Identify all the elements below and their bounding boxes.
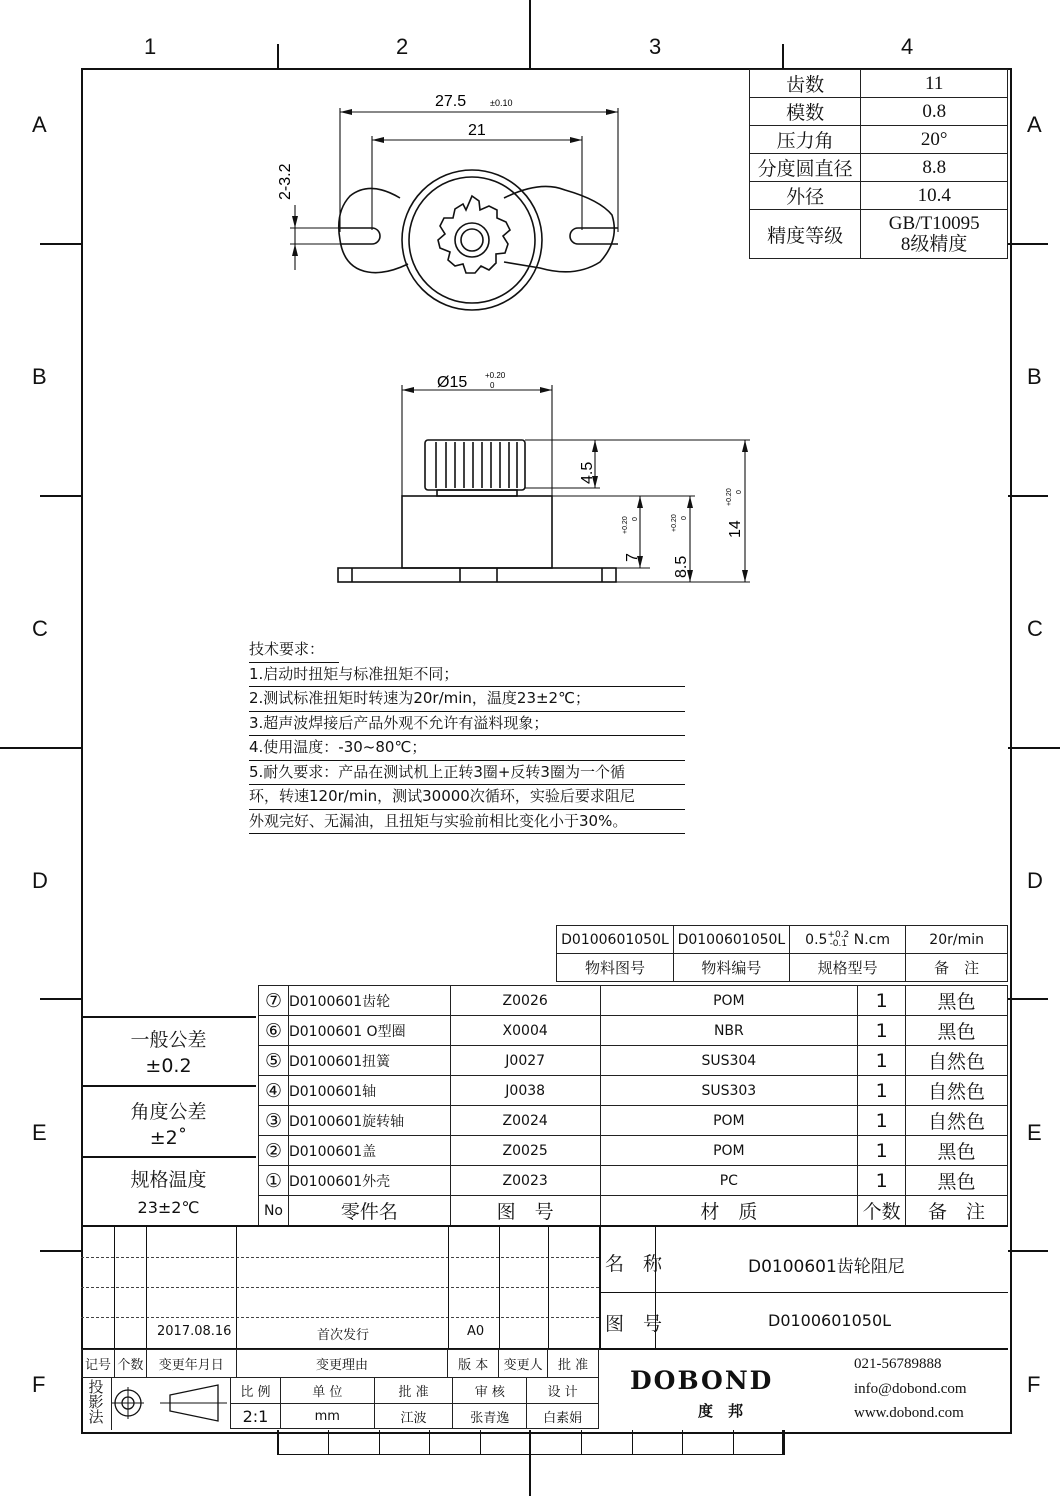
dim-mid-height: 8.5	[673, 555, 690, 578]
angle-tolerance-box: 角度公差 ±2˚	[81, 1085, 256, 1157]
dim-diameter-tol-low: 0	[490, 381, 495, 390]
drawing-number: D0100601050L	[768, 1311, 892, 1330]
zone-row-E-right: E	[1027, 1120, 1042, 1145]
bom-row: ⑤ D0100601扭簧 J0027 SUS304 1 自然色	[259, 1046, 1008, 1076]
bom-row: ④ D0100601轴 J0038 SUS303 1 自然色	[259, 1076, 1008, 1106]
zone-row-C-right: C	[1027, 616, 1043, 641]
tech-line: 4.使用温度：-30~80℃；	[249, 736, 685, 761]
zone-col-2: 2	[396, 34, 409, 59]
material-header-no: 物料编号	[673, 954, 789, 982]
drawing-label: 图 号	[605, 1313, 663, 1335]
zone-row-B-right: B	[1027, 364, 1042, 389]
revision-date: 2017.08.16	[157, 1324, 232, 1339]
revision-grid	[81, 1227, 599, 1348]
zone-row-B: B	[32, 364, 47, 389]
dim-mid-height-tol-low: 0	[681, 516, 688, 520]
spec-value: 11	[861, 70, 1008, 98]
material-note: 20r/min	[906, 926, 1008, 954]
tech-title: 技术要求：	[249, 638, 339, 663]
zone-row-F: F	[32, 1372, 46, 1397]
projection-cell: 投影法	[81, 1377, 112, 1430]
dim-total-height-tol-low: 0	[736, 490, 743, 494]
material-drawing-no: D0100601050L	[557, 926, 674, 954]
part-name: D0100601齿轮阻尼	[748, 1257, 905, 1277]
spec-value: GB/T10095 8级精度	[861, 210, 1008, 259]
material-header-spec: 规格型号	[789, 954, 905, 982]
dim-outer-width: 27.5	[435, 93, 467, 110]
material-header-note: 备 注	[906, 954, 1008, 982]
zone-row-D-right: D	[1027, 868, 1043, 893]
dim-inner-width: 21	[468, 122, 486, 139]
tech-requirements	[249, 638, 685, 834]
spec-value: 10.4	[861, 182, 1008, 210]
tech-line: 1.启动时扭矩与标准扭矩不同；	[249, 663, 685, 688]
zone-row-F-right: F	[1027, 1372, 1041, 1397]
dim-body-height-tol-low: 0	[632, 517, 639, 521]
tech-line: 5.耐久要求：产品在测试机上正转3圈+反转3圈为一个循	[249, 761, 685, 786]
bom-row: ① D0100601外壳 Z0023 PC 1 黑色	[259, 1166, 1008, 1196]
spec-label: 外径	[750, 182, 861, 210]
dim-body-height: 7	[624, 553, 641, 562]
zone-row-E: E	[32, 1120, 47, 1145]
zone-row-A-right: A	[1027, 112, 1042, 137]
spec-value: 20°	[861, 126, 1008, 154]
bom-table	[258, 985, 1008, 1226]
bottom-tab-strip	[277, 1430, 785, 1455]
zone-col-1: 1	[144, 34, 157, 59]
spec-label: 分度圆直径	[750, 154, 861, 182]
company-email: info@dobond.com	[854, 1380, 967, 1397]
bom-row: ③ D0100601旋转轴 Z0024 POM 1 自然色	[259, 1106, 1008, 1136]
dim-body-height-tol-up: +0.20	[622, 516, 629, 534]
signature-table: 比 例 单 位 批 准 审 核 设 计 2:1 mm 江波 张青逸 白素娟	[230, 1377, 599, 1429]
material-header-drawing: 物料图号	[557, 954, 674, 982]
material-table	[556, 925, 1008, 982]
company-phone: 021-56789888	[854, 1356, 942, 1372]
bom-row: ⑦ D0100601齿轮 Z0026 POM 1 黑色	[259, 986, 1008, 1016]
revision-version: A0	[467, 1324, 485, 1339]
side-view-drawing	[330, 365, 760, 590]
zone-row-C: C	[32, 616, 48, 641]
general-tolerance-box: 一般公差 ±0.2	[81, 1016, 256, 1086]
tech-line: 2.测试标准扭矩时转速为20r/min，温度23±2℃；	[249, 687, 685, 712]
name-label: 名 称	[605, 1253, 663, 1275]
zone-row-D: D	[32, 868, 48, 893]
temp-spec-box: 规格温度 23±2℃	[81, 1156, 256, 1226]
dim-mid-height-tol-up: +0.20	[671, 514, 678, 532]
tech-line: 外观完好、无漏油，且扭矩与实验前相比变化小于30%。	[249, 810, 685, 835]
dim-diameter-tol-up: +0.20	[485, 371, 506, 380]
dim-outer-width-tol: ±0.10	[490, 98, 513, 108]
tech-line: 环，转速120r/min，测试30000次循环，实验后要求阻尼	[249, 785, 685, 810]
spec-label: 模数	[750, 98, 861, 126]
spec-label: 压力角	[750, 126, 861, 154]
zone-col-4: 4	[901, 34, 914, 59]
dim-gear-height: 4.5	[579, 461, 596, 484]
dim-diameter: Ø15	[437, 374, 468, 391]
material-spec: 0.5+0.2 -0.1 N.cm	[789, 926, 905, 954]
tech-line: 3.超声波焊接后产品外观不允许有溢料现象；	[249, 712, 685, 737]
spec-value: 0.8	[861, 98, 1008, 126]
dim-total-height: 14	[727, 520, 744, 538]
spec-value: 8.8	[861, 154, 1008, 182]
company-block	[600, 1350, 1008, 1430]
spec-label: 齿数	[750, 70, 861, 98]
gear-spec-table	[749, 69, 1008, 259]
zone-row-A: A	[32, 112, 47, 137]
zone-col-3: 3	[649, 34, 662, 59]
company-logo-cn: 度 邦	[698, 1402, 744, 1420]
revision-header: 记号 个数 变更年月日 变更理由 版 本 变更人 批 准	[81, 1349, 599, 1378]
company-website: www.dobond.com	[854, 1405, 964, 1421]
bom-row: ② D0100601盖 Z0025 POM 1 黑色	[259, 1136, 1008, 1166]
dim-total-height-tol-up: +0.20	[726, 488, 733, 506]
top-view-drawing	[260, 80, 660, 340]
dim-slot: 2-3.2	[277, 163, 294, 200]
material-no: D0100601050L	[673, 926, 789, 954]
spec-label: 精度等级	[750, 210, 861, 259]
company-logo: DOBOND	[630, 1366, 774, 1395]
projection-symbol	[112, 1378, 230, 1428]
revision-reason: 首次发行	[317, 1328, 370, 1343]
gear-teeth-outline	[438, 196, 510, 273]
bom-row: ⑥ D0100601 O型圈 X0004 NBR 1 黑色	[259, 1016, 1008, 1046]
bom-header: No 零件名 图 号 材 质 个数 备 注	[259, 1196, 1008, 1226]
